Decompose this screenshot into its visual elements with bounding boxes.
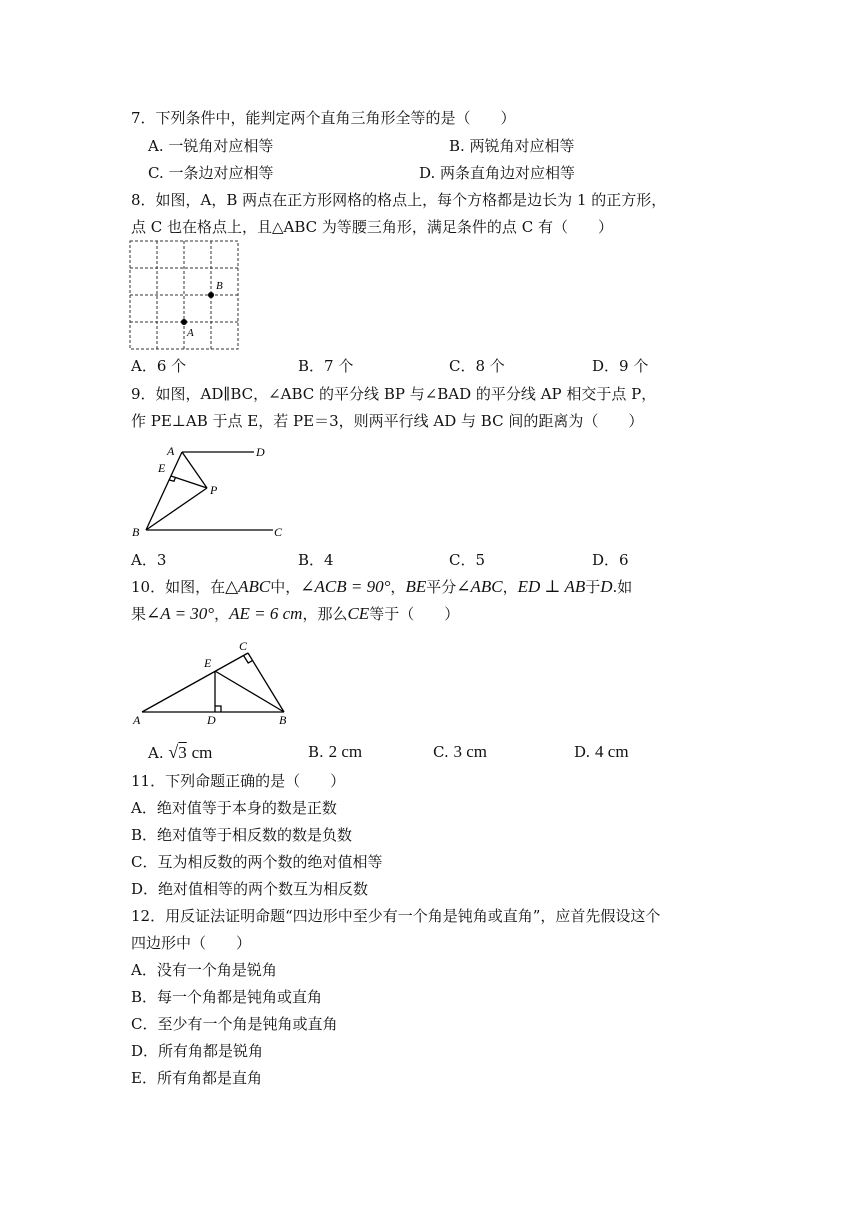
- q10-text: 中，: [270, 578, 301, 596]
- q7-option-b: B. 两锐角对应相等: [449, 137, 575, 155]
- q10-label-e: E: [204, 656, 212, 670]
- q10-option-d-value: 4 cm: [595, 742, 629, 761]
- q10-label-a: A: [133, 713, 141, 727]
- q8-stem-line1: 8．如图，A，B 两点在正方形网格的格点上，每个方格都是边长为 1 的正方形，: [131, 191, 667, 209]
- q10-text: 10．如图，在: [131, 578, 226, 596]
- q12-option-d: D．所有角都是锐角: [131, 1042, 264, 1060]
- q10-option-c: [433, 742, 487, 762]
- q10-label-d: D: [207, 713, 216, 727]
- q12-stem-line1: 12．用反证法证明命题“四边形中至少有一个角是钝角或直角”，应首先假设这个: [131, 907, 661, 925]
- q10-math: ED ⊥ AB: [517, 577, 586, 596]
- q8-option-b: B．7 个: [298, 357, 354, 375]
- q10-label-b: B: [279, 713, 287, 727]
- q10-math: △ABC: [225, 577, 271, 596]
- q10-math: ∠ACB = 90°: [300, 577, 391, 596]
- q9-label-e: E: [158, 461, 166, 475]
- q8-label-a: A: [187, 327, 194, 339]
- q12-option-a: A．没有一个角是锐角: [131, 961, 277, 979]
- q10-triangle-figure: [128, 635, 300, 730]
- q12-option-c: C．至少有一个角是钝角或直角: [131, 1015, 338, 1033]
- q10-math: CE: [347, 604, 370, 623]
- q10-math: ∠A = 30°: [146, 604, 215, 623]
- q8-option-d: D．9 个: [592, 357, 649, 375]
- q9-option-a: A．3: [131, 551, 167, 569]
- q10-math: BE: [405, 577, 427, 596]
- q10-text: ，: [390, 578, 406, 596]
- q10-option-a-unit: cm: [191, 743, 213, 762]
- q10-option-d: [574, 742, 629, 762]
- q7-option-d: D. 两条直角边对应相等: [419, 164, 576, 182]
- q9-label-b: B: [132, 525, 140, 539]
- q9-stem-line2: 作 PE⊥AB 于点 E，若 PE＝3，则两平行线 AD 与 BC 间的距离为（ ）: [131, 412, 644, 430]
- q9-parallel-lines-figure: [128, 440, 293, 540]
- q9-option-c: C．5: [449, 551, 486, 569]
- q9-label-a: A: [167, 444, 175, 458]
- q10-option-a-prefix: A.: [148, 744, 164, 762]
- q7-option-c: C. 一条边对应相等: [148, 164, 274, 182]
- q12-stem-line2: 四边形中（ ）: [131, 934, 252, 952]
- q10-stem-line1: [131, 577, 632, 597]
- q11-option-a: A．绝对值等于本身的数是正数: [131, 799, 337, 817]
- q10-option-c-letter: C.: [433, 743, 449, 761]
- q10-math: AE = 6 cm: [229, 604, 303, 623]
- q7-stem: 7．下列条件中，能判定两个直角三角形全等的是（ ）: [131, 109, 516, 127]
- q9-stem-line1: 9．如图，AD∥BC，∠ABC 的平分线 BP 与∠BAD 的平分线 AP 相交于点 P，: [131, 385, 657, 403]
- q10-option-a-radicand: 3: [178, 743, 187, 762]
- q10-text: ，: [214, 605, 230, 623]
- q10-stem-line2: [131, 604, 459, 624]
- q10-text: ，: [502, 578, 518, 596]
- q10-label-c: C: [239, 639, 248, 653]
- q10-text: 于: [585, 578, 601, 596]
- q11-option-d: D．绝对值相等的两个数互为相反数: [131, 880, 369, 898]
- q8-option-a: A．6 个: [131, 357, 187, 375]
- q10-option-a: [148, 742, 212, 763]
- q10-text: 等于（ ）: [369, 605, 460, 623]
- q11-option-c: C．互为相反数的两个数的绝对值相等: [131, 853, 383, 871]
- q10-option-b-value: 2 cm: [328, 742, 363, 761]
- q11-option-b: B．绝对值等于相反数的数是负数: [131, 826, 353, 844]
- q10-text: 果: [131, 605, 147, 623]
- q8-point-a: [181, 319, 187, 325]
- sqrt-icon: √: [168, 742, 179, 762]
- q10-text: .如: [612, 578, 633, 596]
- q8-point-b: [208, 292, 214, 298]
- q10-text: 平分: [426, 578, 457, 596]
- q8-label-b: B: [216, 280, 223, 292]
- q10-option-c-value: 3 cm: [453, 742, 488, 761]
- q8-grid-figure: [128, 239, 242, 353]
- q8-option-c: C．8 个: [449, 357, 505, 375]
- q10-option-b: [308, 742, 362, 762]
- q9-option-b: B．4: [298, 551, 334, 569]
- q9-option-d: D．6: [592, 551, 629, 569]
- q12-option-b: B．每一个角都是钝角或直角: [131, 988, 323, 1006]
- q12-option-e: E．所有角都是直角: [131, 1069, 262, 1087]
- q7-option-a: A. 一锐角对应相等: [148, 137, 274, 155]
- q10-option-d-letter: D.: [574, 743, 591, 761]
- q10-option-b-letter: B.: [308, 743, 324, 761]
- q10-math: ∠ABC: [456, 577, 503, 596]
- q10-math: D: [600, 577, 613, 596]
- q9-label-p: P: [210, 483, 218, 497]
- q9-label-d: D: [256, 445, 265, 459]
- q9-label-c: C: [274, 525, 283, 539]
- q11-stem: 11．下列命题正确的是（ ）: [131, 772, 346, 790]
- q10-text: ，那么: [302, 605, 348, 623]
- q8-stem-line2: 点 C 也在格点上，且△ABC 为等腰三角形，满足条件的点 C 有（ ）: [131, 218, 613, 236]
